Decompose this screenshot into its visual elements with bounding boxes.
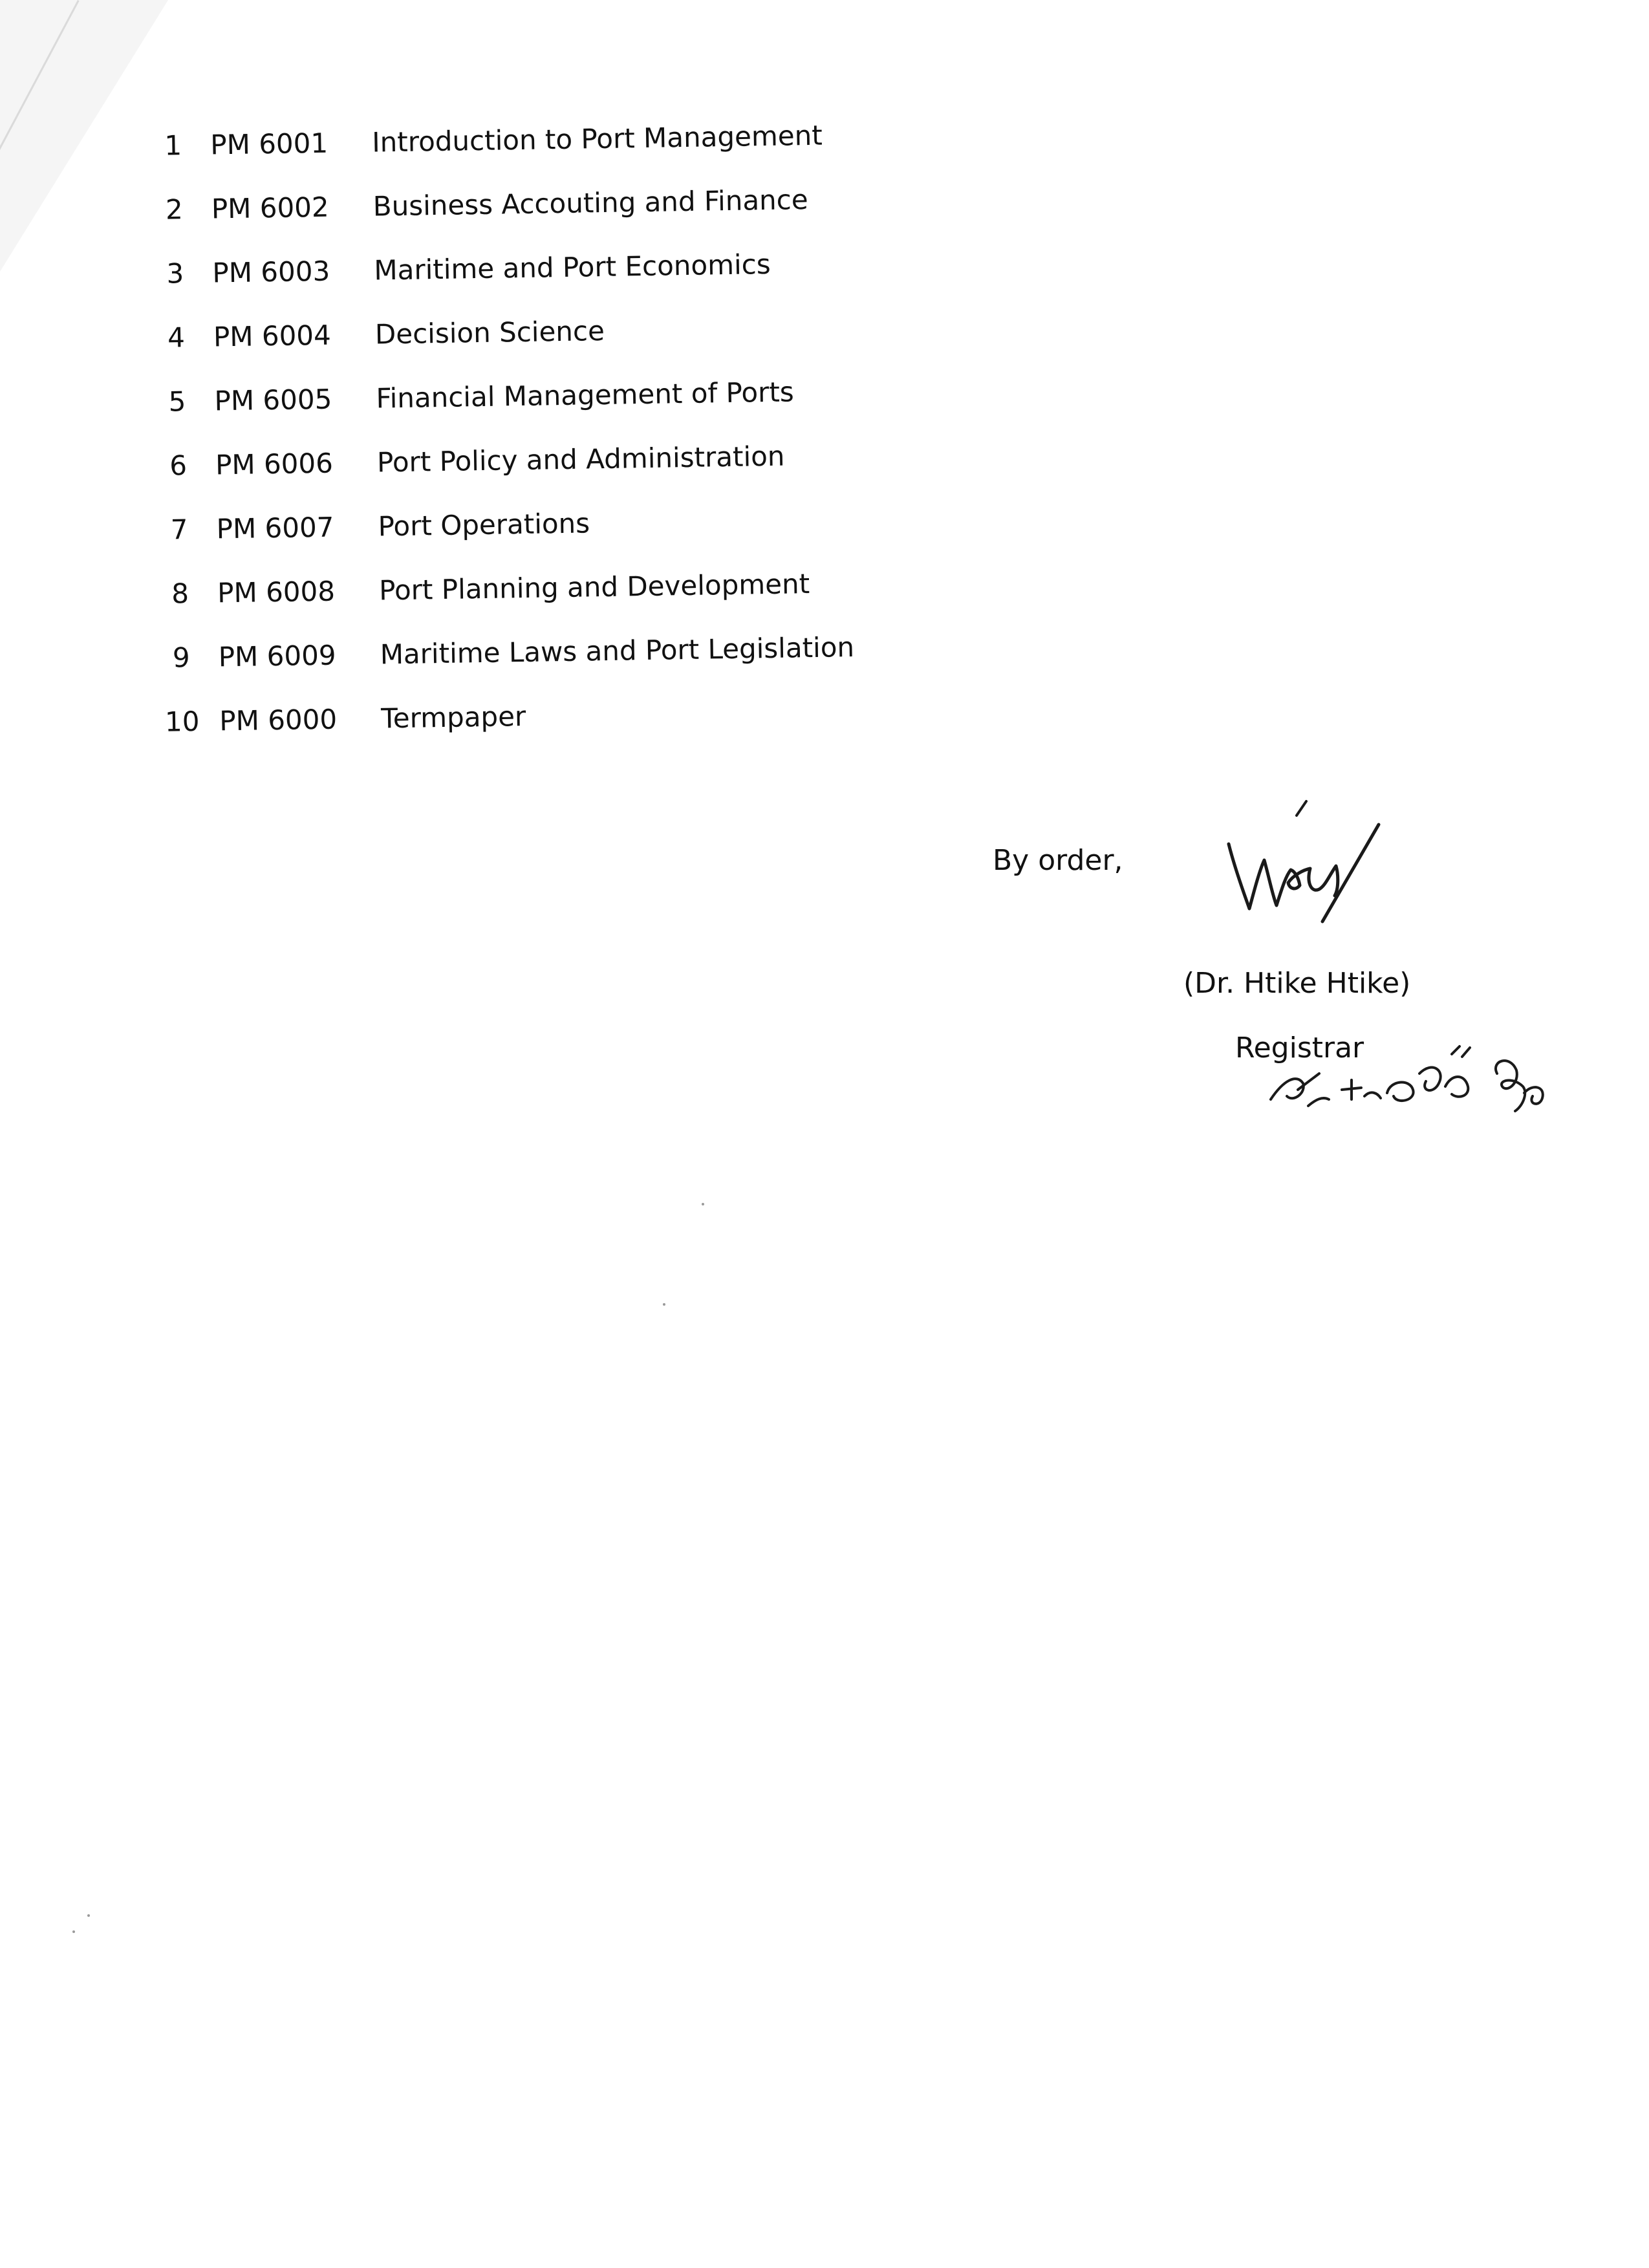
course-row <box>155 504 960 581</box>
course-title: Maritime and Port Economics <box>374 248 771 286</box>
course-row <box>158 696 964 773</box>
scan-speck <box>702 1203 704 1205</box>
course-row <box>150 184 956 261</box>
course-code: PM 6006 <box>215 447 334 481</box>
course-code: PM 6002 <box>211 191 330 225</box>
course-code: PM 6004 <box>213 319 332 353</box>
scan-speck <box>663 1303 665 1306</box>
course-number: 4 <box>167 321 186 354</box>
course-code: PM 6009 <box>218 639 336 673</box>
course-number: 8 <box>171 578 189 610</box>
course-row <box>151 248 956 325</box>
course-number: 6 <box>169 449 188 482</box>
course-title: Maritime Laws and Port Legislation <box>380 631 855 671</box>
course-title: Port Policy and Administration <box>376 440 785 479</box>
course-code: PM 6005 <box>214 383 332 417</box>
course-code: PM 6000 <box>219 703 338 737</box>
course-number: 3 <box>166 257 184 290</box>
course-number: 5 <box>168 385 186 418</box>
course-row <box>149 120 954 197</box>
course-code: PM 6007 <box>216 511 334 545</box>
by-order-text: By order, <box>993 844 1123 877</box>
course-row <box>153 376 958 453</box>
scan-speck <box>72 1930 75 1933</box>
scan-speck <box>87 1914 90 1917</box>
course-number: 1 <box>164 129 182 162</box>
initials-icon <box>1258 1035 1581 1119</box>
course-list <box>149 120 964 772</box>
course-title: Port Operations <box>378 507 590 543</box>
course-code: PM 6003 <box>212 255 330 289</box>
course-code: PM 6008 <box>217 575 336 609</box>
course-number: 2 <box>165 193 184 226</box>
course-code: PM 6001 <box>210 127 329 161</box>
course-row <box>152 312 958 389</box>
course-title: Termpaper <box>380 700 526 735</box>
course-title: Financial Management of Ports <box>376 376 795 415</box>
course-row <box>156 632 962 709</box>
course-number: 9 <box>172 642 191 674</box>
course-title: Port Planning and Development <box>378 568 810 607</box>
course-title: Introduction to Port Management <box>371 119 823 158</box>
course-row <box>154 440 960 517</box>
signature-icon <box>1209 799 1403 947</box>
signer-name: (Dr. Htike Htike) <box>1183 967 1411 1000</box>
course-number: 10 <box>164 705 200 738</box>
course-title: Business Accouting and Finance <box>372 184 809 222</box>
course-number: 7 <box>170 513 188 546</box>
scan-edge-shadow <box>0 0 168 272</box>
signer-title: Registrar <box>1235 1031 1364 1064</box>
course-title: Decision Science <box>374 314 605 351</box>
